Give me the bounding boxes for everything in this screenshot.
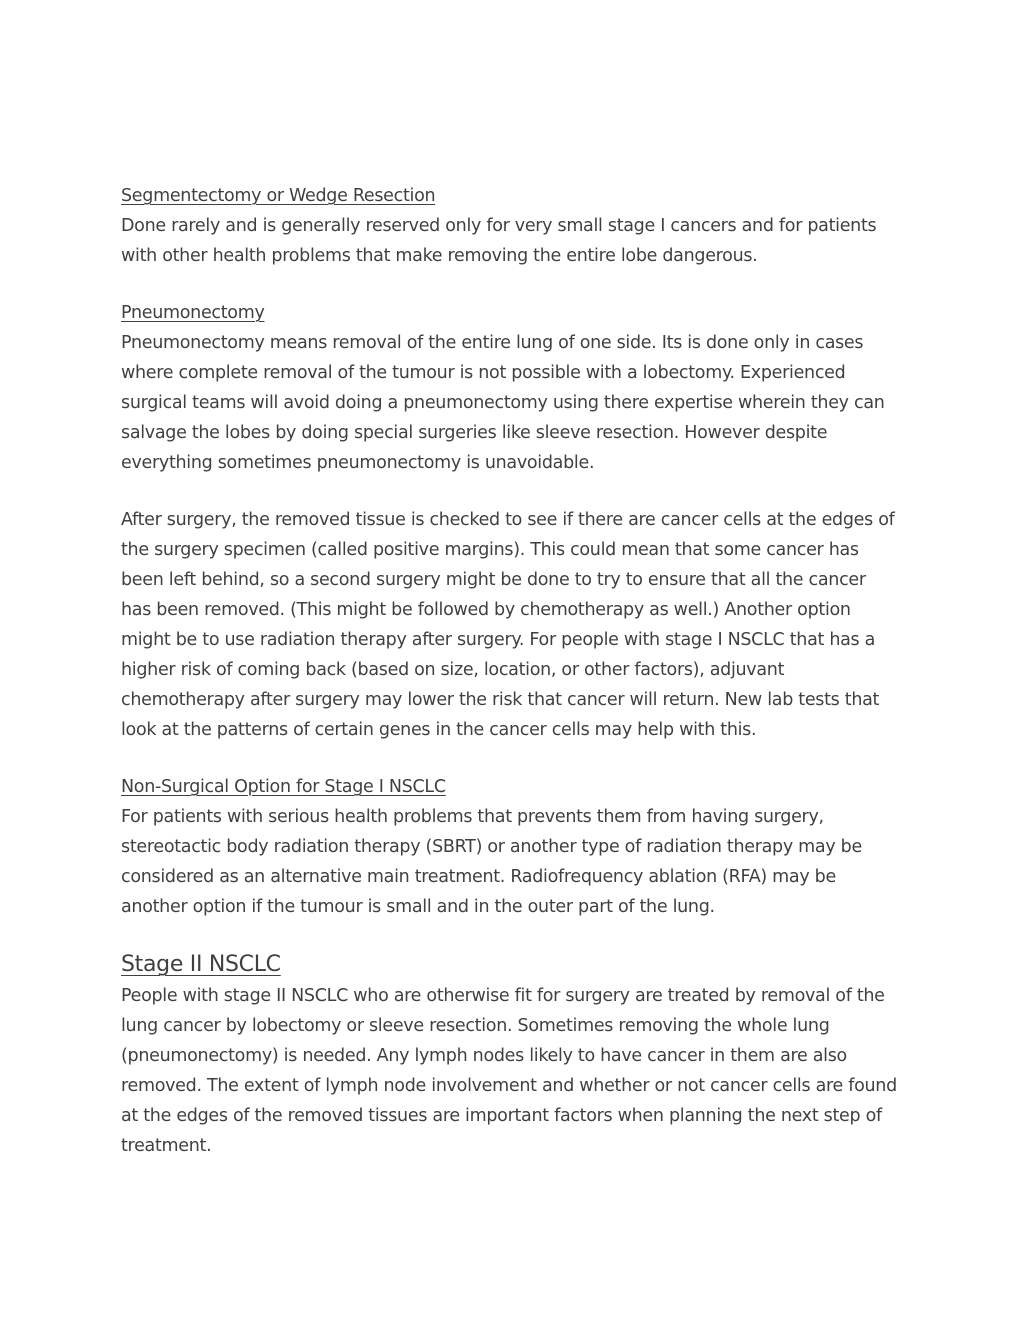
section-body-segmentectomy: Done rarely and is generally reserved only for very small stage I cancers and for patients with other health problems that make removing the entire lobe dangerous.: [121, 216, 877, 266]
section-heading-segmentectomy: Segmentectomy or Wedge Resection: [121, 186, 436, 206]
section-body-non-surgical: For patients with serious health problems that prevents them from having surgery, stereotactic body radiation therapy (SBRT) or another type of radiation therapy may be considered as an alternative main treatment. Radiofrequency ablation (RFA) may be another option if the tumour is small and in the outer part of the lung.: [121, 807, 862, 917]
section-body-after-surgery: After surgery, the removed tissue is checked to see if there are cancer cells at the edges of the surgery specimen (called positive margins). This could mean that some cancer has been left behind, so a second surgery might be done to try to ensure that all the cancer has been removed. (This might be followed by chemotherapy as well.) Another option might be to use radiation therapy after surgery. For people with stage I NSCLC that has a higher risk of coming back (based on size, location, or other factors), adjuvant chemotherapy after surgery may lower the risk that cancer will return. New lab tests that look at the patterns of certain genes in the cancer cells may help with this.: [121, 510, 895, 740]
section-heading-non-surgical: Non-Surgical Option for Stage I NSCLC: [121, 777, 446, 797]
document-page: [121, 181, 901, 1161]
section-body-stage-ii: People with stage II NSCLC who are otherwise fit for surgery are treated by removal of the lung cancer by lobectomy or sleeve resection. Sometimes removing the whole lung (pneumonectomy) is needed. Any lymph nodes likely to have cancer in them are also removed. The extent of lymph node involvement and whether or not cancer cells are found at the edges of the removed tissues are important factors when planning the next step of treatment.: [121, 986, 897, 1156]
section-heading-pneumonectomy: Pneumonectomy: [121, 303, 265, 323]
spacer: [121, 745, 901, 772]
spacer: [121, 922, 901, 949]
section-body-pneumonectomy: Pneumonectomy means removal of the entire lung of one side. Its is done only in cases where complete removal of the tumour is not possible with a lobectomy. Experienced surgical teams will avoid doing a pneumonectomy using there expertise wherein they can salvage the lobes by doing special surgeries like sleeve resection. However despite everything sometimes pneumonectomy is unavoidable.: [121, 333, 885, 473]
spacer: [121, 271, 901, 298]
section-heading-stage-ii: Stage II NSCLC: [121, 952, 281, 977]
spacer: [121, 478, 901, 505]
